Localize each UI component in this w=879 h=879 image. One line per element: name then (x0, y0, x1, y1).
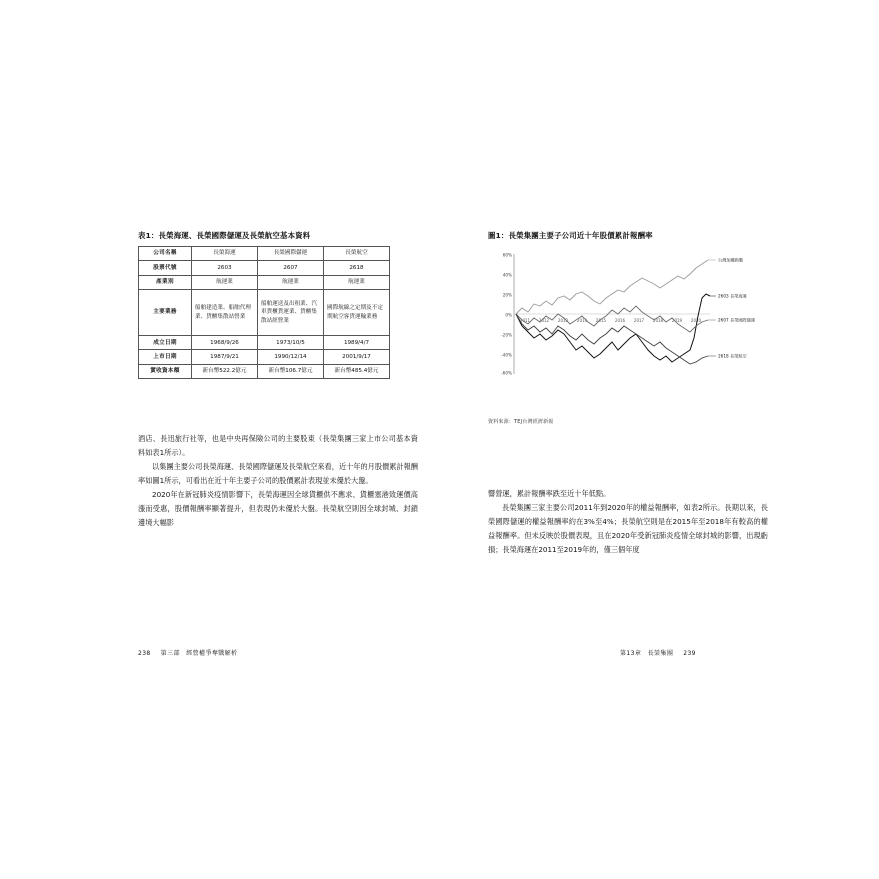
footer-right (620, 648, 696, 657)
x-tick-label: 2012 (538, 317, 550, 323)
row-header: 股票代號 (139, 261, 192, 275)
table-cell: 長榮海運 (192, 246, 258, 260)
table-row (139, 350, 390, 364)
table-cell: 2618 (324, 261, 390, 275)
legend-label-2618: 2618 長榮航空 (718, 353, 747, 359)
table-cell: 國際航線之定期及不定期航空客貨運輸業務 (324, 290, 390, 336)
table-cell: 船舶建造業、船舶代理業、貨櫃集散站營業 (192, 290, 258, 336)
table-cell: 2607 (258, 261, 324, 275)
y-tick-label: 20% (502, 292, 512, 298)
table-cell: 長榮航空 (324, 246, 390, 260)
y-tick-label: -20% (501, 332, 512, 338)
y-tick-label: 0% (505, 312, 512, 318)
content-spread (138, 231, 768, 662)
left-body-text (138, 432, 418, 530)
paragraph: 2020年在新冠肺炎疫情影響下，長榮海運因全球貨櫃供不應求、貨櫃塞港致運價高漲而受惠，股價報酬率顯著提升，但表現仍未優於大盤。長榮航空則因全球封城、封鎖邊境大幅影 (138, 490, 418, 528)
right-column (488, 231, 768, 555)
row-header: 實收資本額 (139, 364, 192, 378)
x-tick-label: 2015 (595, 317, 607, 323)
row-header: 公司名稱 (139, 246, 192, 260)
table-cell: 1990/12/14 (258, 350, 324, 364)
table-cell: 航運業 (192, 275, 258, 289)
table-cell: 航運業 (258, 275, 324, 289)
row-header: 上市日期 (139, 350, 192, 364)
table-row (139, 261, 390, 275)
x-tick-label: 2018 (652, 317, 664, 323)
legend-label-2603: 2603 長榮海運 (718, 293, 747, 299)
x-tick-label: 2014 (576, 317, 588, 323)
table-cell: 新台幣485.4億元 (324, 364, 390, 378)
x-tick-label: 2019 (671, 317, 683, 323)
table-cell: 1987/9/21 (192, 350, 258, 364)
table-row (139, 275, 390, 289)
table-cell: 1973/10/5 (258, 336, 324, 350)
y-tick-label: 60% (502, 252, 512, 258)
left-column (138, 231, 418, 528)
page-number-right: 239 (683, 650, 696, 657)
table-row (139, 246, 390, 260)
table-cell: 1968/9/26 (192, 336, 258, 350)
y-tick-label: -60% (501, 370, 512, 376)
legend-label-taiex: 台灣加權指數 (718, 257, 744, 263)
legend-label-2607: 2607 長榮國際儲運 (718, 317, 756, 323)
x-tick-label: 2017 (633, 317, 645, 323)
table-cell: 船舶運送及出租業、汽車貨櫃貨運業、貨櫃集散站經營業 (258, 290, 324, 336)
paragraph: 長榮集團三家主要公司2011年到2020年的權益報酬率，如表2所示。長期以來，長榮國際儲運的權益報酬率約在3%至4%；長榮航空則是在2015年至2018年有較高的權益報酬率。但未反映於股價表現，且在2020年受新冠肺炎疫情全球封城的影響，出現虧損；長榮海運在2011至2019年的，僅三個年度 (488, 503, 768, 555)
table-row (139, 336, 390, 350)
table-row (139, 364, 390, 378)
series-line-2603 (516, 294, 710, 362)
table-cell: 新台幣106.7億元 (258, 364, 324, 378)
y-tick-label: -40% (501, 352, 512, 358)
series-line-taiex (516, 260, 708, 314)
table-cell: 新台幣522.2億元 (192, 364, 258, 378)
table-cell: 長榮國際儲運 (258, 246, 324, 260)
paragraph: 酒店、長迅旅行社等，也是中央再保險公司的主要股東（長榮集團三家上市公司基本資料如表1所示）。 (138, 434, 418, 458)
running-head-right: 第13章 長榮集團 (620, 650, 674, 657)
footer-left (138, 648, 237, 657)
chart-svg (488, 246, 768, 406)
right-body-text (488, 487, 768, 557)
x-tick-label: 2011 (519, 317, 531, 323)
paragraph: 響營運，累計報酬率跌至近十年低點。 (488, 489, 611, 498)
table-caption: 表1：長榮海運、長榮國際儲運及長榮航空基本資料 (138, 231, 311, 240)
table-row (139, 290, 390, 336)
x-tick-label: 2016 (614, 317, 626, 323)
table-cell: 2001/9/17 (324, 350, 390, 364)
row-header: 成立日期 (139, 336, 192, 350)
y-tick-label: 40% (502, 272, 512, 278)
x-tick-label: 2020 (690, 317, 702, 323)
table-cell: 2603 (192, 261, 258, 275)
page-number-left: 238 (138, 650, 151, 657)
company-basic-info-table (138, 246, 390, 379)
running-head-left: 第三部 經營權爭奪戰解析 (160, 650, 238, 657)
figure-source: 資料來源：TEJ台灣經濟新報 (488, 418, 554, 425)
paragraph: 以集團主要公司長榮海運、長榮國際儲運及長榮航空來看，近十年的月股價累計報酬率如圖1所示，可看出在近十年主要子公司的股價累計表現並未優於大盤。 (138, 462, 418, 486)
row-header: 主要業務 (139, 290, 192, 336)
row-header: 產業別 (139, 275, 192, 289)
x-tick-label: 2013 (557, 317, 569, 323)
figure-caption: 圖1：長榮集團主要子公司近十年股價累計報酬率 (488, 231, 653, 240)
cumulative-return-chart (488, 246, 768, 425)
table-cell: 1989/4/7 (324, 336, 390, 350)
table-cell: 航運業 (324, 275, 390, 289)
